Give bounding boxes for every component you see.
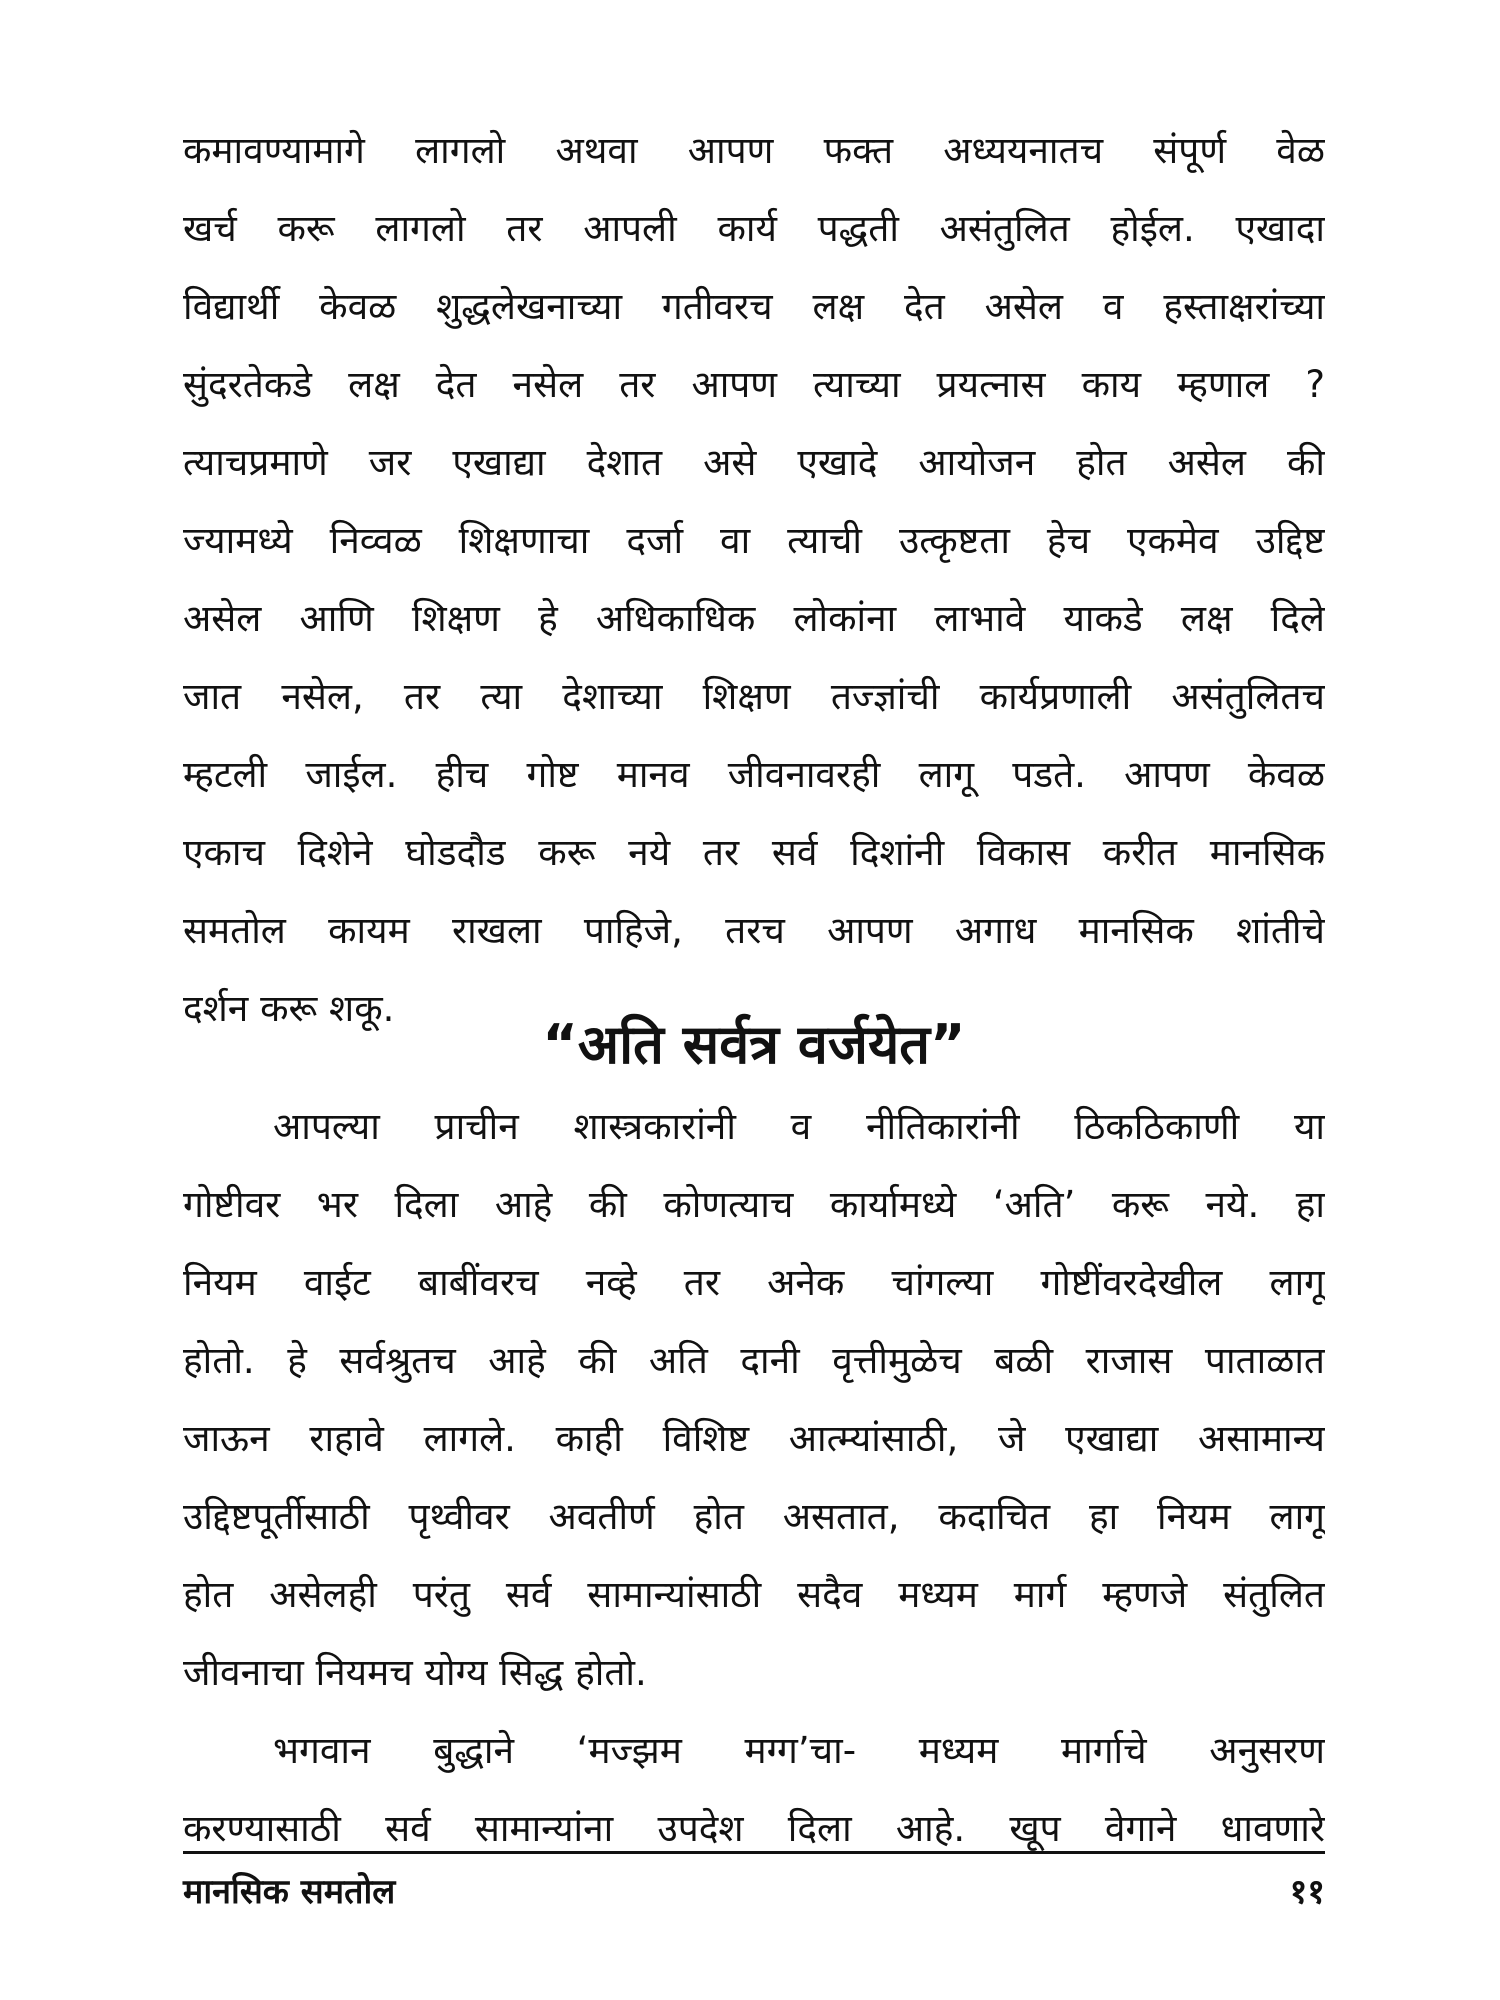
paragraph-line: समतोल कायम राखला पाहिजे, तरच आपण अगाध मानसिक शांतीचे xyxy=(183,909,1325,952)
paragraph-line: करण्यासाठी सर्व सामान्यांना उपदेश दिला आहे. खूप वेगाने धावणारे xyxy=(183,1807,1325,1850)
paragraph-line: खर्च करू लागलो तर आपली कार्य पद्धती असंतुलित होईल. एखादा xyxy=(183,207,1325,250)
paragraph-line: जात नसेल, तर त्या देशाच्या शिक्षण तज्ज्ञांची कार्यप्रणाली असंतुलितच xyxy=(183,675,1325,718)
paragraph-line: होतो. हे सर्वश्रुतच आहे की अति दानी वृत्तीमुळेच बळी राजास पाताळात xyxy=(183,1339,1325,1382)
footer-divider xyxy=(183,1851,1325,1854)
footer-book-title: मानसिक समतोल xyxy=(183,1872,396,1912)
paragraph-line: असेल आणि शिक्षण हे अधिकाधिक लोकांना लाभावे याकडे लक्ष दिले xyxy=(183,597,1325,640)
paragraph-line: नियम वाईट बाबींवरच नव्हे तर अनेक चांगल्या गोष्टींवरदेखील लागू xyxy=(183,1261,1325,1304)
paragraph-line: होत असेलही परंतु सर्व सामान्यांसाठी सदैव मध्यम मार्ग म्हणजे संतुलित xyxy=(183,1573,1325,1616)
page-number: ११ xyxy=(1289,1872,1325,1912)
paragraph-line: आपल्या प्राचीन शास्त्रकारांनी व नीतिकारांनी ठिकठिकाणी या xyxy=(273,1105,1325,1148)
section-heading: “अति सर्वत्र वर्जयेत” xyxy=(542,1013,966,1076)
paragraph-line: जाऊन राहावे लागले. काही विशिष्ट आत्म्यांसाठी, जे एखाद्या असामान्य xyxy=(183,1417,1325,1460)
paragraph-line: गोष्टीवर भर दिला आहे की कोणत्याच कार्यामध्ये ‘अति’ करू नये. हा xyxy=(183,1183,1325,1226)
paragraph-line: दर्शन करू शकू. xyxy=(183,987,395,1030)
paragraph-line: म्हटली जाईल. हीच गोष्ट मानव जीवनावरही लागू पडते. आपण केवळ xyxy=(183,753,1325,796)
paragraph-line: त्याचप्रमाणे जर एखाद्या देशात असे एखादे आयोजन होत असेल की xyxy=(183,441,1325,484)
paragraph-line: एकाच दिशेने घोडदौड करू नये तर सर्व दिशांनी विकास करीत मानसिक xyxy=(183,831,1325,874)
paragraph-line: विद्यार्थी केवळ शुद्धलेखनाच्या गतीवरच लक्ष देत असेल व हस्ताक्षरांच्या xyxy=(183,285,1325,328)
paragraph-2 xyxy=(183,1088,1325,1868)
page-footer xyxy=(183,1862,1325,1922)
paragraph-line: उद्दिष्टपूर्तीसाठी पृथ्वीवर अवतीर्ण होत असतात, कदाचित हा नियम लागू xyxy=(183,1495,1325,1538)
paragraph-line: कमावण्यामागे लागलो अथवा आपण फक्त अध्ययनातच संपूर्ण वेळ xyxy=(183,129,1325,172)
paragraph-line: भगवान बुद्धाने ‘मज्झम मग्ग’चा- मध्यम मार्गाचे अनुसरण xyxy=(273,1729,1325,1772)
paragraph-1 xyxy=(183,112,1325,1048)
paragraph-line: ज्यामध्ये निव्वळ शिक्षणाचा दर्जा वा त्याची उत्कृष्टता हेच एकमेव उद्दिष्ट xyxy=(183,519,1325,562)
paragraph-line: सुंदरतेकडे लक्ष देत नसेल तर आपण त्याच्या प्रयत्नास काय म्हणाल ? xyxy=(183,363,1325,406)
paragraph-line: जीवनाचा नियमच योग्य सिद्ध होतो. xyxy=(183,1651,647,1694)
